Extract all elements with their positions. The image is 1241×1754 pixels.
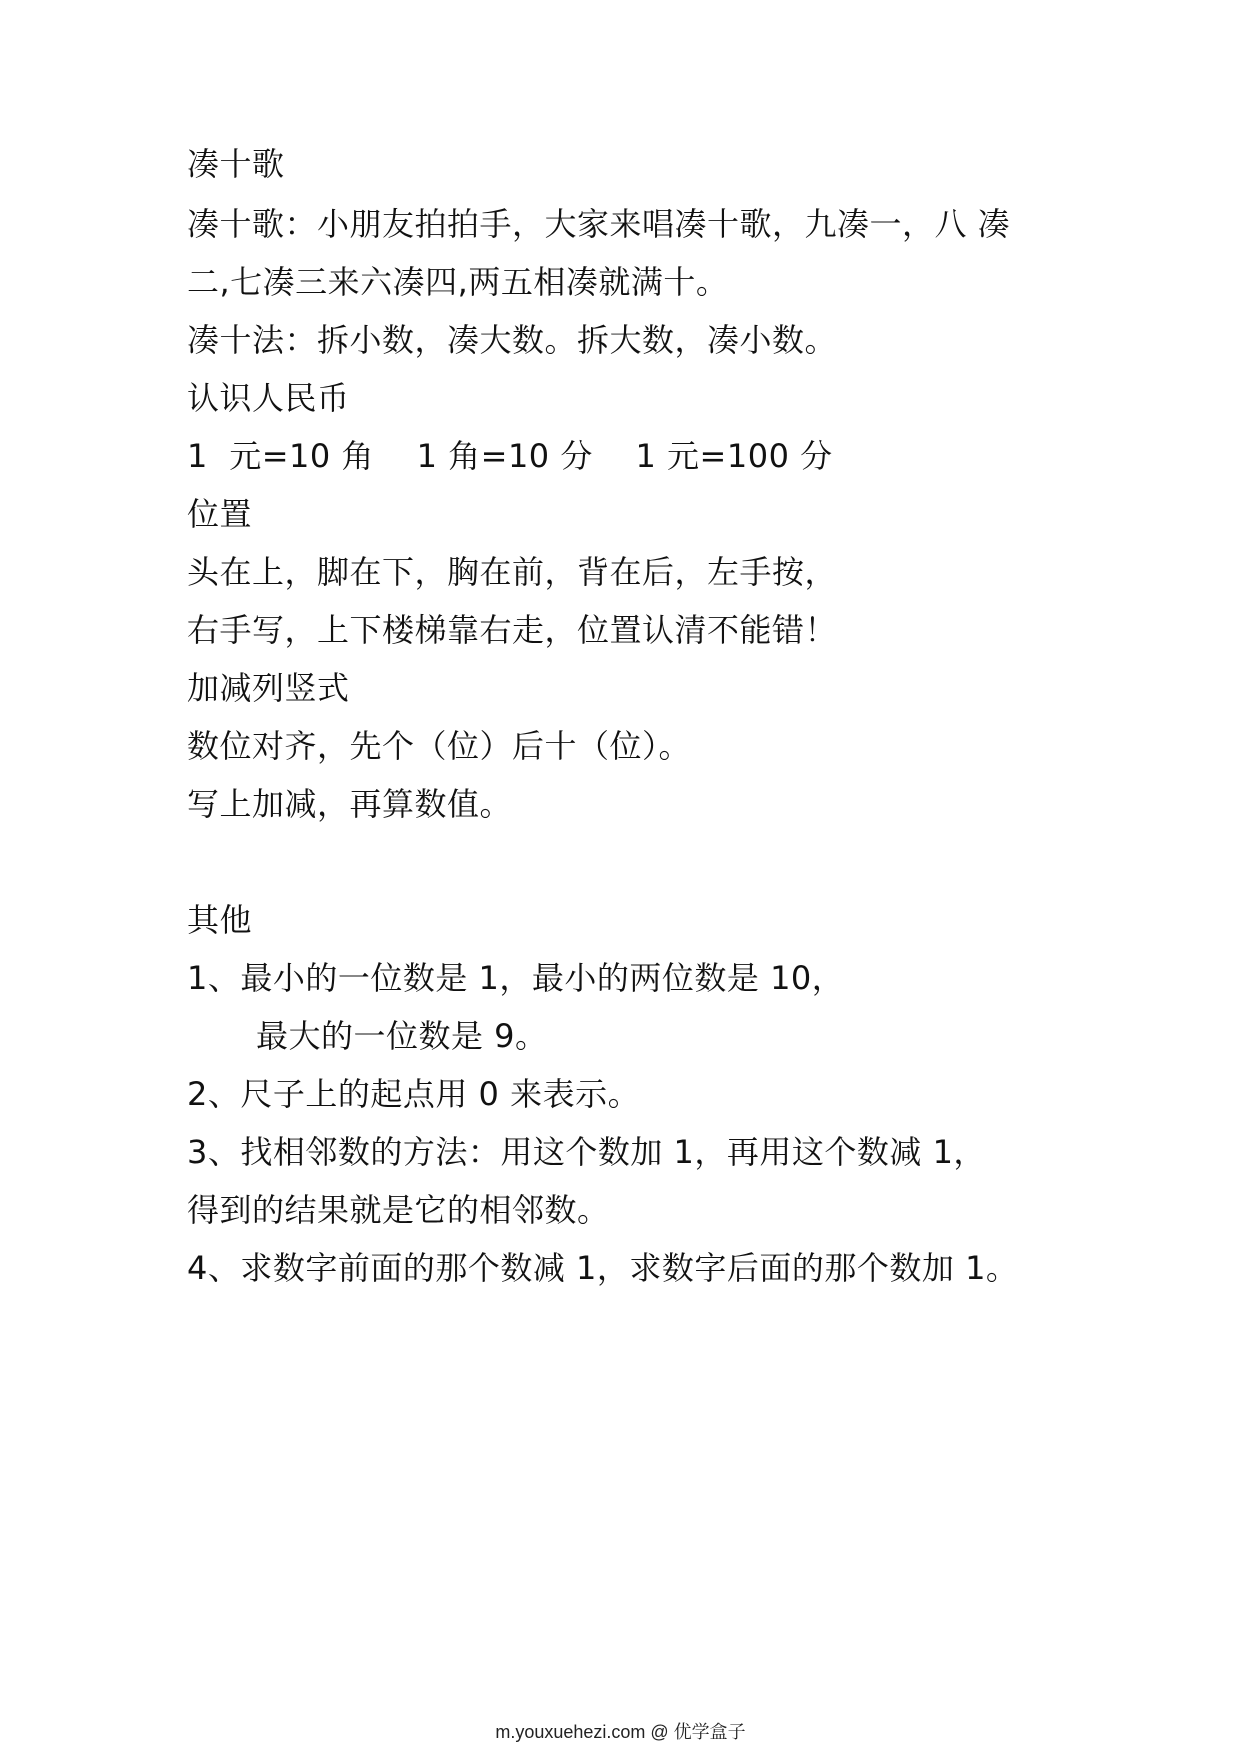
heading-vertical-calc: 加减列竖式 [187,669,350,707]
heading-position: 位置 [187,495,253,533]
vertical-calc-line-2: 写上加减，再算数值。 [187,785,513,823]
other-item-1-line-1: 1、最小的一位数是 1，最小的两位数是 10， [187,959,845,997]
couten-song-line-1: 凑十歌：小朋友拍拍手，大家来唱凑十歌，九凑一，八 凑 [187,205,1011,243]
footer-watermark: m.youxuehezi.com @ 优学盒子 [495,1722,746,1742]
couten-song-line-2: 二,七凑三来六凑四,两五相凑就满十。 [187,263,729,301]
other-item-1-line-2: 最大的一位数是 9。 [256,1017,548,1055]
other-item-2: 2、尺子上的起点用 0 来表示。 [187,1075,641,1113]
other-item-3-line-2: 得到的结果就是它的相邻数。 [187,1191,610,1229]
heading-other: 其他 [187,901,253,939]
rmb-conversion: 1 元=10 角 1 角=10 分 1 元=100 分 [187,437,833,475]
heading-rmb: 认识人民币 [187,379,350,417]
heading-couten-song: 凑十歌 [187,145,285,183]
vertical-calc-line-1: 数位对齐，先个（位）后十（位）。 [187,727,692,765]
position-line-2: 右手写，上下楼梯靠右走，位置认清不能错！ [187,611,838,649]
other-item-4: 4、求数字前面的那个数减 1，求数字后面的那个数加 1。 [187,1249,1019,1287]
couten-method: 凑十法：拆小数，凑大数。拆大数，凑小数。 [187,321,838,359]
other-item-3-line-1: 3、找相邻数的方法：用这个数加 1，再用这个数减 1， [187,1133,986,1171]
position-line-1: 头在上，脚在下，胸在前，背在后，左手按， [187,553,838,591]
